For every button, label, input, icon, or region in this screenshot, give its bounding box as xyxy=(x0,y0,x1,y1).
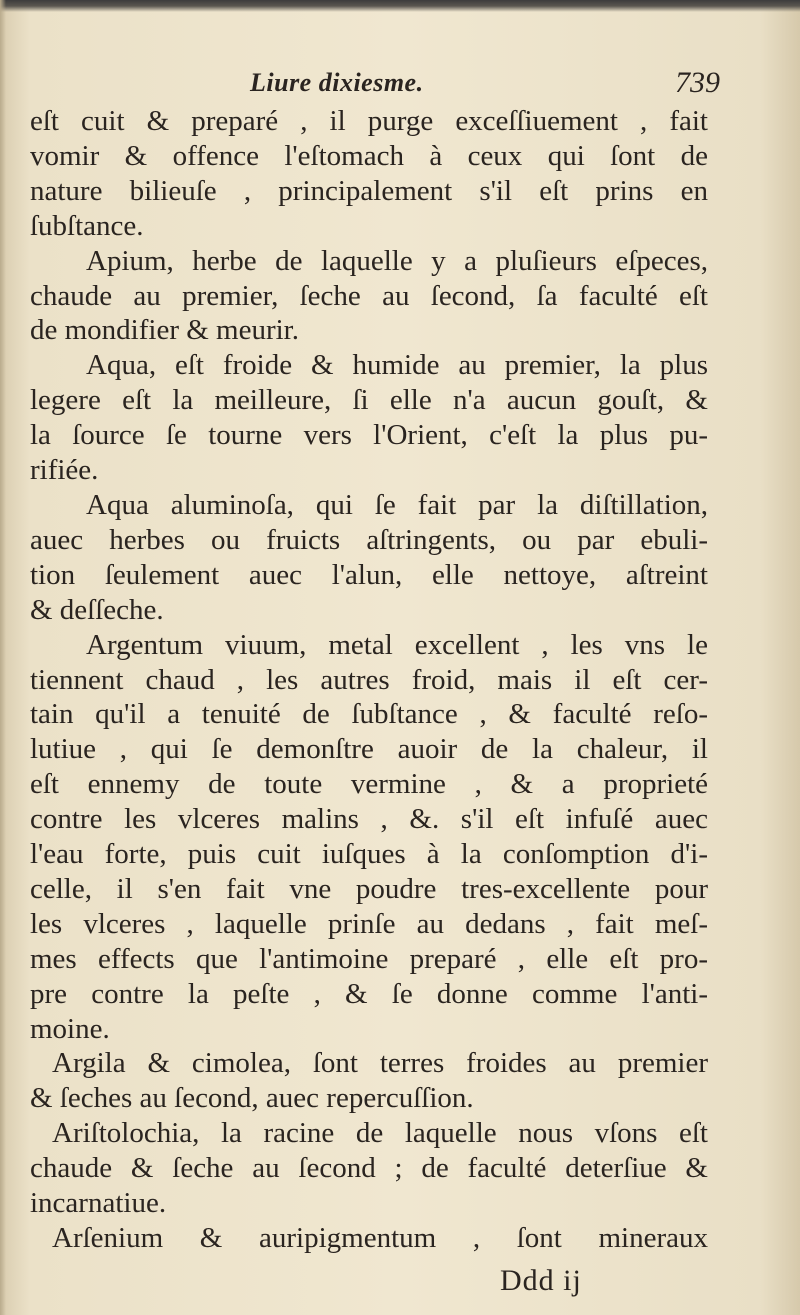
text-line: de mondifier & meurir. xyxy=(30,314,299,347)
entry-heading-line: Apium, herbe de laquelle y a pluſieurs eſpeces, xyxy=(86,244,708,277)
entry-heading-line: Argila & cimolea, ſont terres froides au premier xyxy=(52,1047,708,1080)
page-top-edge xyxy=(0,0,800,12)
entry-heading-line: Aqua aluminoſa, qui ſe fait par la diſtillation, xyxy=(86,488,708,521)
text-line: l'eau forte, puis cuit iuſques à la conſomption d'i- xyxy=(30,838,708,871)
text-line: tion ſeulement auec l'alun, elle nettoye, aſtreint xyxy=(30,558,708,591)
text-line: lutiue , qui ſe demonſtre auoir de la chaleur, il xyxy=(30,733,708,766)
text-line: tain qu'il a tenuité de ſubſtance , & faculté reſo- xyxy=(30,698,708,731)
text-line: chaude & ſeche au ſecond ; de faculté deterſiue & xyxy=(30,1152,708,1185)
text-line: tiennent chaud , les autres froid, mais il eſt cer- xyxy=(30,663,708,696)
running-head: Liure dixiesme. xyxy=(250,68,424,97)
text-line: vomir & offence l'eſtomach à ceux qui ſont de xyxy=(30,139,708,172)
text-line: legere eſt la meilleure, ſi elle n'a aucun gouſt, & xyxy=(30,384,708,417)
text-line: ſubſtance. xyxy=(30,209,144,242)
page-number: 739 xyxy=(675,66,720,99)
text-line: eſt cuit & preparé , il purge exceſſiuement , fait xyxy=(30,105,708,137)
entry-heading-line: Arſenium & auripigmentum , ſont mineraux xyxy=(52,1222,708,1254)
page-header xyxy=(60,62,720,106)
text-line: moine. xyxy=(30,1012,110,1045)
entry-heading-line: Ariſtolochia, la racine de laquelle nous vſons eſt xyxy=(52,1117,708,1150)
text-line: celle, il s'en fait vne poudre tres-excellente pour xyxy=(30,872,708,905)
text-line: chaude au premier, ſeche au ſecond, ſa faculté eſt xyxy=(30,279,708,312)
text-line: pre contre la peſte , & ſe donne comme l'anti- xyxy=(30,977,708,1010)
text-line: nature bilieuſe , principalement s'il eſt prins en xyxy=(30,174,708,207)
text-line: rifiée. xyxy=(30,454,99,487)
entry-heading-line: Aqua, eſt froide & humide au premier, la plus xyxy=(86,349,708,382)
body-text xyxy=(30,104,708,1256)
entry-heading-line: Argentum viuum, metal excellent , les vns le xyxy=(86,628,708,661)
text-line: & deſſeche. xyxy=(30,593,164,626)
signature-mark: Ddd ij xyxy=(500,1264,582,1297)
text-line: les vlceres , laquelle prinſe au dedans , fait meſ- xyxy=(30,907,708,940)
text-line: eſt ennemy de toute vermine , & a proprieté xyxy=(30,768,708,801)
text-line: contre les vlceres malins , &. s'il eſt infuſé auec xyxy=(30,803,708,836)
text-line: la ſource ſe tourne vers l'Orient, c'eſt la plus pu- xyxy=(30,419,708,452)
page-gutter-shadow xyxy=(0,0,6,1315)
text-line: auec herbes ou fruicts aſtringents, ou par ebuli- xyxy=(30,523,708,556)
text-line: mes effects que l'antimoine preparé , elle eſt pro- xyxy=(30,942,708,975)
text-line: incarnatiue. xyxy=(30,1187,167,1220)
text-line: & ſeches au ſecond, auec repercuſſion. xyxy=(30,1082,474,1115)
